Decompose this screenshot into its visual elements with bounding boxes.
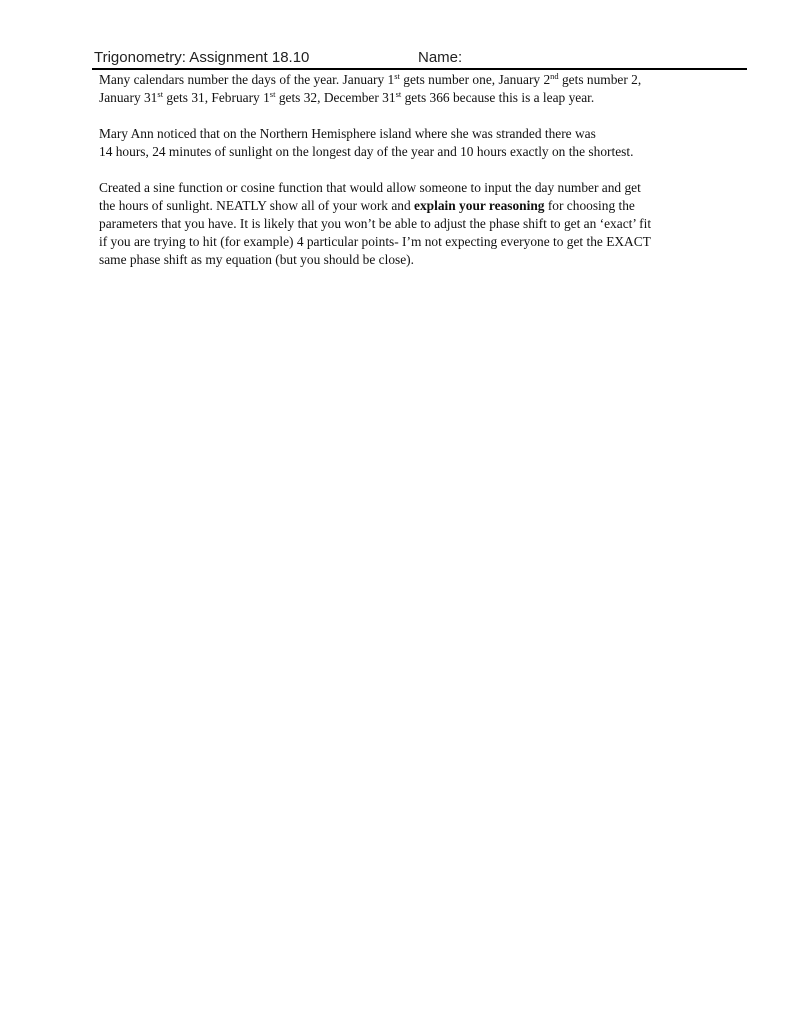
- text-segment: gets 366 because this is a leap year.: [401, 90, 595, 105]
- ordinal-suffix: st: [394, 71, 400, 81]
- emphasis-text: explain your reasoning: [414, 198, 545, 213]
- sunlight-line-2: 14 hours, 24 minutes of sunlight on the longest day of the year and 10 hours exactly on the shortest.: [99, 144, 634, 159]
- text-segment: gets 32, December 31: [275, 90, 396, 105]
- ordinal-suffix: st: [269, 89, 276, 99]
- sunlight-line-1: Mary Ann noticed that on the Northern Hemisphere island where she was stranded there was: [99, 126, 596, 141]
- instructions-paragraph: [99, 179, 749, 269]
- text-segment: the hours of sunlight. NEATLY show all of your work and: [99, 198, 415, 213]
- ordinal-suffix: nd: [550, 71, 559, 81]
- instructions-line-5: same phase shift as my equation (but you should be close).: [99, 252, 414, 267]
- calendar-paragraph: [99, 71, 749, 107]
- name-label: Name:: [418, 49, 463, 66]
- text-segment: for choosing the: [544, 198, 635, 213]
- ordinal-suffix: st: [157, 89, 164, 99]
- instructions-line-2: [99, 197, 749, 215]
- text-segment: gets number one, January 2: [399, 72, 551, 87]
- assignment-title: Trigonometry: Assignment 18.10: [94, 49, 310, 66]
- sunlight-paragraph: [99, 125, 749, 161]
- instructions-line-3: parameters that you have. It is likely that you won’t be able to adjust the phase shift to get an ‘exact’ fit: [99, 216, 652, 231]
- text-segment: gets number 2,: [558, 72, 642, 87]
- calendar-line-2: [99, 89, 749, 107]
- instructions-line-4: if you are trying to hit (for example) 4 particular points- I’m not expecting everyone to get the EXACT: [99, 234, 651, 249]
- text-segment: gets 31, February 1: [163, 90, 270, 105]
- text-segment: January 31: [99, 90, 158, 105]
- instructions-line-1: Created a sine function or cosine function that would allow someone to input the day number and get: [99, 180, 641, 195]
- ordinal-suffix: st: [395, 89, 402, 99]
- calendar-line-1: [99, 71, 749, 89]
- assignment-body: [99, 71, 749, 287]
- header-rule: [92, 68, 747, 70]
- page-header: [94, 48, 746, 68]
- text-segment: Many calendars number the days of the year. January 1: [99, 72, 395, 87]
